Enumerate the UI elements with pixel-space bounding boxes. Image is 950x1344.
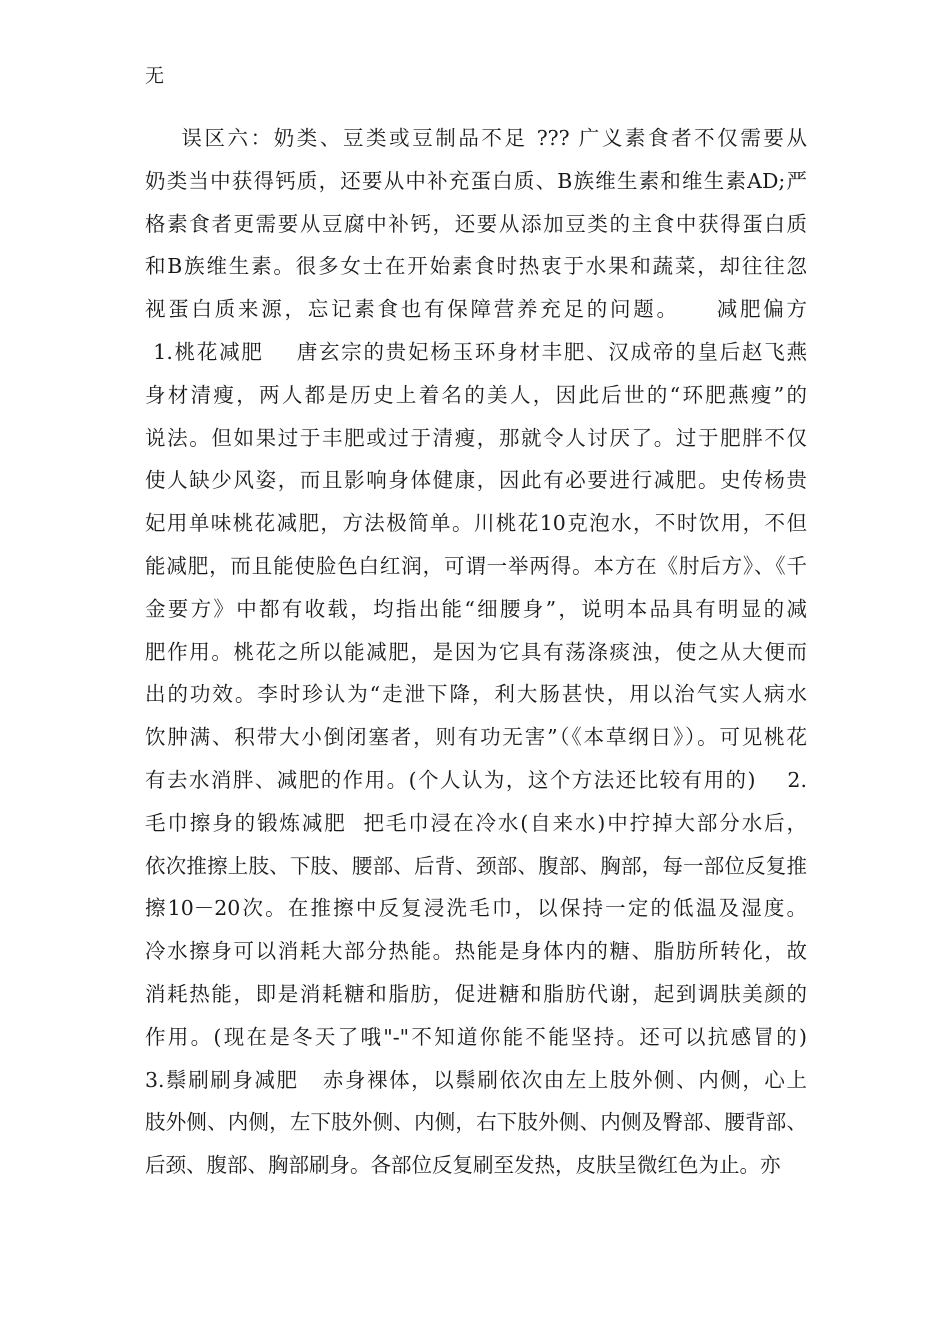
text-line: 依次推擦上肢、下肢、腰部、后背、颈部、腹部、胸部，每一部位反复推 xyxy=(145,853,807,878)
text-line: 作用。(现在是冬天了哦"-"不知道你能不能坚持。还可以抗感冒的) xyxy=(145,1024,807,1049)
text-line: 视蛋白质来源，忘记素食也有保障营养充足的问题。 减肥偏方 xyxy=(145,297,807,322)
text-line: 有去水消胖、减肥的作用。(个人认为，这个方法还比较有用的) 2. xyxy=(145,767,807,792)
text-line: 出的功效。李时珍认为“走泄下降，利大肠甚快，用以治气实人病水 xyxy=(145,682,807,707)
text-line: 误区六：奶类、豆类或豆制品不足 ??? 广义素食者不仅需要从 xyxy=(145,126,807,150)
text-line: 奶类当中获得钙质，还要从中补充蛋白质、B族维生素和维生素AD;严 xyxy=(145,168,807,193)
text-line: 金要方》中都有收载，均指出能“细腰身”，说明本品具有明显的减 xyxy=(145,596,807,621)
text-line: 3.鬃刷刷身减肥 赤身裸体，以鬃刷依次由左上肢外侧、内侧，心上 xyxy=(145,1067,807,1092)
body-text xyxy=(145,117,807,1187)
text-line: 擦10－20次。在推擦中反复浸洗毛巾，以保持一定的低温及湿度。 xyxy=(145,896,807,921)
text-line: 和B族维生素。很多女士在开始素食时热衷于水果和蔬菜，却往往忽 xyxy=(145,254,807,279)
text-line: 饮肿满、积带大小倒闭塞者，则有功无害”（《本草纲日》）。可见桃花 xyxy=(145,725,807,750)
text-line: 1.桃花减肥 唐玄宗的贵妃杨玉环身材丰肥、汉成帝的皇后赵飞燕 xyxy=(145,339,807,364)
text-line: 使人缺少风姿，而且影响身体健康，因此有必要进行减肥。史传杨贵 xyxy=(145,468,807,493)
text-line: 消耗热能，即是消耗糖和脂肪，促进糖和脂肪代谢，起到调肤美颜的 xyxy=(145,981,807,1006)
text-line: 能减肥，而且能使脸色白红润，可谓一举两得。本方在《肘后方》、《千 xyxy=(145,553,807,578)
text-line: 身材清瘦，两人都是历史上着名的美人，因此后世的“环肥燕瘦”的 xyxy=(145,382,807,407)
text-line: 格素食者更需要从豆腐中补钙，还要从添加豆类的主食中获得蛋白质 xyxy=(145,211,807,236)
text-line: 说法。但如果过于丰肥或过于清瘦，那就令人讨厌了。过于肥胖不仅 xyxy=(145,425,807,450)
text-line: 毛巾擦身的锻炼减肥 把毛巾浸在冷水(自来水)中拧掉大部分水后， xyxy=(145,810,807,835)
text-line: 后颈、腹部、胸部刷身。各部位反复刷至发热，皮肤呈微红色为止。亦 xyxy=(145,1153,781,1178)
page-header-mark: 无 xyxy=(145,65,165,87)
text-line: 肢外侧、内侧，左下肢外侧、内侧，右下肢外侧、内侧及臀部、腰背部、 xyxy=(145,1110,807,1135)
text-line: 冷水擦身可以消耗大部分热能。热能是身体内的糖、脂肪所转化，故 xyxy=(145,939,807,964)
text-line: 妃用单味桃花减肥，方法极简单。川桃花10克泡水，不时饮用，不但 xyxy=(145,511,807,536)
text-line: 肥作用。桃花之所以能减肥，是因为它具有荡涤痰浊，使之从大便而 xyxy=(145,639,807,664)
